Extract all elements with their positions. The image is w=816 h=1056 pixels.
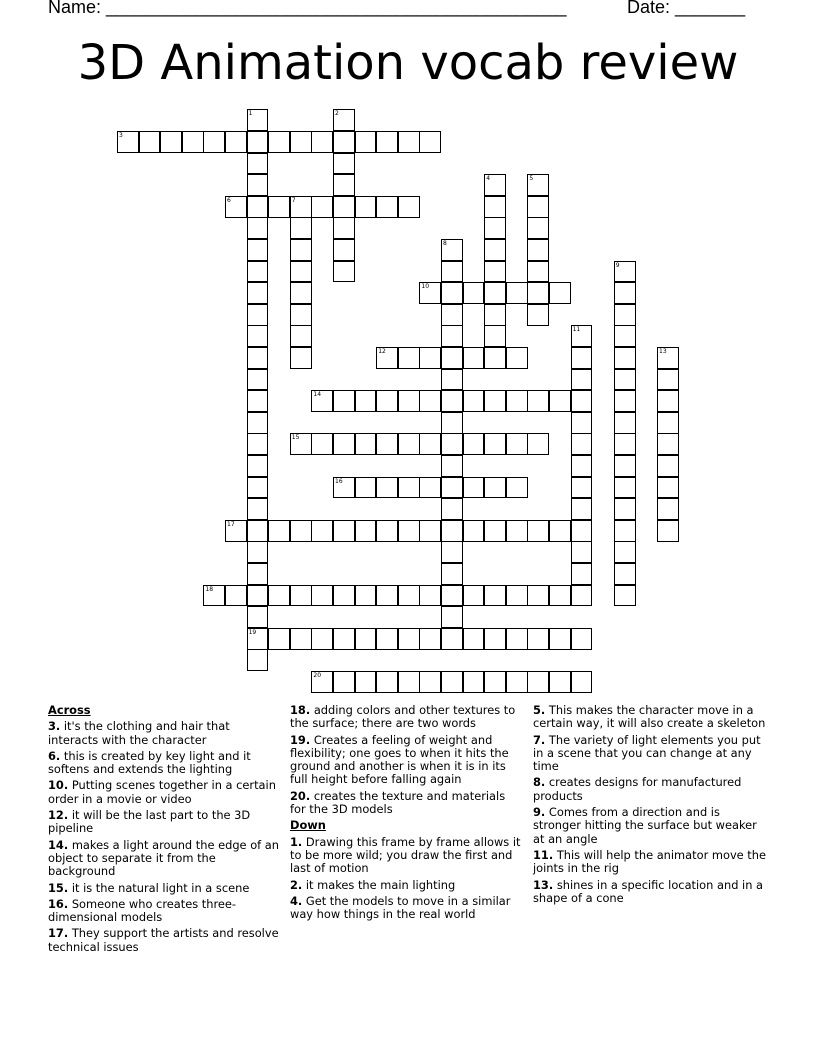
clue-across-6: 6. this is created by key light and it softens and extends the lighting	[48, 748, 251, 777]
grid-cell[interactable]	[506, 390, 528, 412]
clues-column-3	[533, 701, 769, 905]
clue-down-13: 13. shines in a specific location and in a shape of a cone	[533, 877, 764, 905]
grid-cell[interactable]	[247, 455, 269, 477]
grid-cell[interactable]	[657, 347, 679, 369]
grid-cell[interactable]	[247, 239, 269, 261]
down-heading: Down	[290, 818, 326, 833]
grid-cell[interactable]	[311, 628, 333, 650]
grid-cell[interactable]	[247, 325, 269, 347]
clue-number: 13	[659, 348, 667, 355]
clue-down-1: 1. Drawing this frame by frame allows it to be more wild; you draw the first and last of motion	[290, 834, 521, 876]
date-field-label: Date: _______	[627, 0, 746, 17]
grid-cell[interactable]	[527, 174, 549, 196]
grid-cell[interactable]	[657, 477, 679, 499]
grid-cell[interactable]	[247, 541, 269, 563]
grid-cell[interactable]	[657, 433, 679, 455]
grid-cell[interactable]	[247, 520, 269, 542]
grid-cell[interactable]	[571, 390, 593, 412]
clue-number: 8	[443, 240, 447, 247]
grid-cell[interactable]	[311, 390, 333, 412]
clue-across-15: 15. it is the natural light in a scene	[48, 880, 250, 895]
grid-cell[interactable]	[441, 347, 463, 369]
clue-down-9: 9. Comes from a direction and is stronger hitting the surface but weaker at an angle	[533, 805, 757, 846]
clue-down-7: 7. The variety of light elements you put in a scene that you can change at any time	[533, 732, 761, 774]
grid-cell[interactable]	[484, 282, 506, 304]
grid-cell[interactable]	[398, 196, 420, 218]
grid-cell[interactable]	[614, 325, 636, 347]
grid-cell[interactable]	[355, 628, 377, 650]
grid-cell[interactable]	[247, 649, 269, 671]
grid-cell[interactable]	[506, 628, 528, 650]
grid-cell[interactable]	[441, 520, 463, 542]
clues-column-1	[48, 701, 280, 954]
grid-cell[interactable]	[527, 671, 549, 693]
grid-cell[interactable]	[139, 131, 161, 153]
grid-cell[interactable]	[614, 282, 636, 304]
grid-cell[interactable]	[247, 412, 269, 434]
grid-cell[interactable]	[268, 520, 290, 542]
grid-cell[interactable]	[441, 585, 463, 607]
grid-cell[interactable]	[398, 671, 420, 693]
grid-cell[interactable]	[117, 131, 139, 153]
grid-cell[interactable]	[549, 282, 571, 304]
grid-cell[interactable]	[614, 498, 636, 520]
grid-cell[interactable]	[614, 563, 636, 585]
grid-cell[interactable]	[614, 261, 636, 283]
grid-cell[interactable]	[527, 585, 549, 607]
grid-cell[interactable]	[290, 585, 312, 607]
grid-cell[interactable]	[614, 412, 636, 434]
grid-cell[interactable]	[614, 455, 636, 477]
grid-cell[interactable]	[311, 585, 333, 607]
grid-cell[interactable]	[398, 390, 420, 412]
clue-number: 18	[205, 585, 214, 593]
clue-across-10: 10. Putting scenes together in a certain order in a movie or video	[48, 778, 276, 806]
grid-cell[interactable]	[549, 671, 571, 693]
grid-cell[interactable]	[527, 390, 549, 412]
grid-cell[interactable]	[484, 261, 506, 283]
clue-across-14: 14. makes a light around the edge of an object to separate it from the background	[48, 837, 279, 879]
grid-cell[interactable]	[571, 563, 593, 585]
grid-cell[interactable]	[398, 433, 420, 455]
grid-cell[interactable]	[333, 261, 355, 283]
grid-cell[interactable]	[484, 433, 506, 455]
clue-down-5: 5. This makes the character move in a certain way, it will also create a skeleton	[533, 703, 766, 731]
grid-cell[interactable]	[506, 671, 528, 693]
grid-cell[interactable]	[247, 153, 269, 175]
grid-cell[interactable]	[247, 563, 269, 585]
grid-cell[interactable]	[657, 520, 679, 542]
grid-cell[interactable]	[182, 131, 204, 153]
grid-cell[interactable]	[571, 325, 593, 347]
grid-cell[interactable]	[355, 196, 377, 218]
grid-cell[interactable]	[614, 585, 636, 607]
grid-cell[interactable]	[506, 347, 528, 369]
grid-cell[interactable]	[376, 390, 398, 412]
grid-cell[interactable]	[290, 239, 312, 261]
grid-cell[interactable]	[311, 671, 333, 693]
grid-cell[interactable]	[290, 217, 312, 239]
grid-cell[interactable]	[290, 196, 312, 218]
grid-cell[interactable]	[441, 563, 463, 585]
grid-cell[interactable]	[441, 282, 463, 304]
grid-cell[interactable]	[333, 433, 355, 455]
grid-cell[interactable]	[506, 520, 528, 542]
grid-cell[interactable]	[571, 498, 593, 520]
grid-cell[interactable]	[463, 390, 485, 412]
grid-cell[interactable]	[333, 217, 355, 239]
grid-cell[interactable]	[376, 520, 398, 542]
grid-cell[interactable]	[527, 520, 549, 542]
grid-cell[interactable]	[247, 390, 269, 412]
grid-cell[interactable]	[571, 541, 593, 563]
grid-cell[interactable]	[355, 520, 377, 542]
grid-cell[interactable]	[484, 628, 506, 650]
grid-cell[interactable]	[419, 477, 441, 499]
clue-number: 14	[313, 391, 322, 399]
grid-cell[interactable]	[657, 369, 679, 391]
grid-cell[interactable]	[571, 347, 593, 369]
clue-down-4: 4. Get the models to move in a similar way how things in the real world	[290, 893, 511, 922]
clue-across-20: 20. creates the texture and materials for the 3D models	[290, 788, 506, 817]
grid-cell[interactable]	[463, 628, 485, 650]
grid-cell[interactable]	[614, 304, 636, 326]
grid-cell[interactable]	[419, 390, 441, 412]
grid-cell[interactable]	[571, 585, 593, 607]
clue-number: 20	[313, 672, 322, 679]
grid-cell[interactable]	[419, 520, 441, 542]
grid-cell[interactable]	[247, 261, 269, 283]
grid-cell[interactable]	[657, 390, 679, 412]
grid-cell[interactable]	[484, 585, 506, 607]
grid-cell[interactable]	[527, 282, 549, 304]
grid-cell[interactable]	[657, 498, 679, 520]
grid-cell[interactable]	[527, 261, 549, 283]
grid-cell[interactable]	[527, 433, 549, 455]
grid-cell[interactable]	[290, 282, 312, 304]
grid-cell[interactable]	[463, 585, 485, 607]
clue-across-18: 18. adding colors and other textures to the surface; there are two words	[290, 703, 516, 731]
grid-cell[interactable]	[614, 390, 636, 412]
clue-number: 9	[615, 261, 620, 269]
clue-number: 16	[335, 477, 343, 485]
clue-down-8: 8. creates designs for manufactured products	[533, 775, 742, 803]
grid-cell[interactable]	[419, 585, 441, 607]
grid-cell[interactable]	[311, 433, 333, 455]
grid-cell[interactable]	[441, 369, 463, 391]
clue-number: 4	[486, 175, 491, 183]
clue-across-16: 16. Someone who creates three-dimensional models	[48, 896, 237, 925]
grid-cell[interactable]	[247, 606, 269, 628]
clue-number: 3	[119, 132, 123, 139]
grid-cell[interactable]	[355, 433, 377, 455]
grid-cell[interactable]	[506, 433, 528, 455]
grid-cell[interactable]	[376, 196, 398, 218]
grid-cell[interactable]	[614, 477, 636, 499]
grid-cell[interactable]	[484, 217, 506, 239]
grid-cell[interactable]	[441, 477, 463, 499]
grid-cell[interactable]	[484, 325, 506, 347]
grid-cell[interactable]	[571, 369, 593, 391]
grid-cell[interactable]	[571, 477, 593, 499]
grid-cell[interactable]	[441, 628, 463, 650]
grid-cell[interactable]	[311, 520, 333, 542]
clue-number: 2	[335, 110, 339, 118]
grid-cell[interactable]	[484, 347, 506, 369]
grid-cell[interactable]	[398, 585, 420, 607]
clue-number: 1	[248, 110, 253, 118]
grid-cell[interactable]	[376, 671, 398, 693]
grid-cell[interactable]	[419, 628, 441, 650]
grid-cell[interactable]	[355, 131, 377, 153]
grid-cell[interactable]	[355, 390, 377, 412]
grid-cell[interactable]	[247, 498, 269, 520]
grid-cell[interactable]	[290, 433, 312, 455]
grid-cell[interactable]	[398, 520, 420, 542]
grid-cell[interactable]	[290, 304, 312, 326]
grid-cell[interactable]	[333, 671, 355, 693]
grid-cell[interactable]	[527, 628, 549, 650]
grid-cell[interactable]	[441, 606, 463, 628]
grid-cell[interactable]	[333, 196, 355, 218]
grid-cell[interactable]	[376, 585, 398, 607]
grid-cell[interactable]	[398, 628, 420, 650]
grid-cell[interactable]	[571, 433, 593, 455]
grid-cell[interactable]	[463, 477, 485, 499]
grid-cell[interactable]	[247, 347, 269, 369]
grid-cell[interactable]	[484, 174, 506, 196]
grid-cell[interactable]	[484, 390, 506, 412]
grid-cell[interactable]	[333, 239, 355, 261]
grid-cell[interactable]	[549, 585, 571, 607]
grid-cell[interactable]	[333, 628, 355, 650]
clue-across-17: 17. They support the artists and resolve technical issues	[48, 926, 279, 954]
grid-cell[interactable]	[203, 585, 225, 607]
grid-cell[interactable]	[311, 196, 333, 218]
grid-cell[interactable]	[441, 325, 463, 347]
grid-cell[interactable]	[527, 239, 549, 261]
grid-cell[interactable]	[247, 304, 269, 326]
grid-cell[interactable]	[247, 369, 269, 391]
grid-cell[interactable]	[290, 261, 312, 283]
grid-cell[interactable]	[441, 455, 463, 477]
grid-cell[interactable]	[268, 628, 290, 650]
grid-cell[interactable]	[398, 131, 420, 153]
grid-cell[interactable]	[527, 304, 549, 326]
grid-cell[interactable]	[398, 477, 420, 499]
grid-cell[interactable]	[419, 433, 441, 455]
grid-cell[interactable]	[484, 477, 506, 499]
grid-cell[interactable]	[333, 477, 355, 499]
grid-cell[interactable]	[484, 520, 506, 542]
clue-number: 10	[421, 283, 430, 291]
grid-cell[interactable]	[247, 109, 269, 131]
clue-across-12: 12. it will be the last part to the 3D pipeline	[48, 808, 251, 836]
clue-across-19: 19. Creates a feeling of weight and flexibility; one goes to when it hits the ground and another is when it is in its full height before falling again	[290, 732, 509, 787]
grid-cell[interactable]	[441, 239, 463, 261]
grid-cell[interactable]	[419, 347, 441, 369]
grid-cell[interactable]	[441, 671, 463, 693]
clue-number: 6	[227, 196, 231, 204]
grid-cell[interactable]	[484, 304, 506, 326]
grid-cell[interactable]	[247, 131, 269, 153]
grid-cell[interactable]	[549, 628, 571, 650]
grid-cell[interactable]	[441, 304, 463, 326]
grid-cell[interactable]	[268, 585, 290, 607]
grid-cell[interactable]	[376, 131, 398, 153]
grid-cell[interactable]	[571, 455, 593, 477]
grid-cell[interactable]	[657, 455, 679, 477]
grid-cell[interactable]	[290, 628, 312, 650]
grid-cell[interactable]	[441, 412, 463, 434]
grid-cell[interactable]	[247, 628, 269, 650]
clue-number: 7	[291, 196, 296, 204]
grid-cell[interactable]	[527, 196, 549, 218]
clues-column-2	[290, 701, 522, 921]
clue-number: 12	[378, 348, 386, 355]
grid-cell[interactable]	[333, 585, 355, 607]
grid-cell[interactable]	[657, 412, 679, 434]
grid-cell[interactable]	[290, 325, 312, 347]
grid-cell[interactable]	[571, 520, 593, 542]
clue-down-11: 11. This will help the animator move the joints in the rig	[533, 847, 767, 876]
grid-cell[interactable]	[484, 239, 506, 261]
grid-cell[interactable]	[247, 196, 269, 218]
grid-cell[interactable]	[614, 541, 636, 563]
grid-cell[interactable]	[376, 477, 398, 499]
grid-cell[interactable]	[506, 477, 528, 499]
grid-cell[interactable]	[268, 131, 290, 153]
clue-number: 5	[529, 175, 534, 183]
grid-cell[interactable]	[549, 390, 571, 412]
grid-cell[interactable]	[614, 433, 636, 455]
grid-cell[interactable]	[441, 390, 463, 412]
clue-number: 11	[572, 326, 581, 334]
grid-cell[interactable]	[571, 412, 593, 434]
clue-number: 19	[248, 628, 257, 636]
grid-cell[interactable]	[333, 109, 355, 131]
grid-cell[interactable]	[247, 433, 269, 455]
name-field-label: Name: ______________________________________________	[48, 0, 567, 17]
grid-cell[interactable]	[506, 282, 528, 304]
grid-cell[interactable]	[355, 671, 377, 693]
grid-cell[interactable]	[225, 131, 247, 153]
grid-cell[interactable]	[419, 131, 441, 153]
grid-cell[interactable]	[160, 131, 182, 153]
grid-cell[interactable]	[247, 282, 269, 304]
clue-number: 15	[291, 434, 300, 442]
grid-cell[interactable]	[419, 282, 441, 304]
grid-cell[interactable]	[441, 261, 463, 283]
grid-cell[interactable]	[527, 217, 549, 239]
grid-cell[interactable]	[311, 131, 333, 153]
grid-cell[interactable]	[614, 520, 636, 542]
grid-cell[interactable]	[398, 347, 420, 369]
grid-cell[interactable]	[247, 217, 269, 239]
grid-cell[interactable]	[376, 628, 398, 650]
grid-cell[interactable]	[463, 282, 485, 304]
grid-cell[interactable]	[484, 671, 506, 693]
grid-cell[interactable]	[290, 520, 312, 542]
clue-number: 17	[227, 520, 235, 528]
grid-cell[interactable]	[441, 541, 463, 563]
grid-cell[interactable]	[247, 585, 269, 607]
page-title: 3D Animation vocab review	[77, 35, 739, 91]
grid-cell[interactable]	[549, 520, 571, 542]
grid-cell[interactable]	[333, 131, 355, 153]
grid-cell[interactable]	[225, 520, 247, 542]
grid-cell[interactable]	[203, 131, 225, 153]
grid-cell[interactable]	[571, 628, 593, 650]
grid-cell[interactable]	[290, 131, 312, 153]
grid-cell[interactable]	[333, 520, 355, 542]
grid-cell[interactable]	[441, 498, 463, 520]
grid-cell[interactable]	[290, 347, 312, 369]
grid-cell[interactable]	[571, 671, 593, 693]
grid-cell[interactable]	[506, 585, 528, 607]
grid-cell[interactable]	[355, 585, 377, 607]
grid-cell[interactable]	[355, 477, 377, 499]
grid-cell[interactable]	[463, 347, 485, 369]
grid-cell[interactable]	[225, 196, 247, 218]
grid-cell[interactable]	[484, 196, 506, 218]
grid-cell[interactable]	[376, 347, 398, 369]
across-heading: Across	[48, 703, 91, 717]
clue-down-2: 2. it makes the main lighting	[290, 877, 456, 892]
clue-across-3: 3. it's the clothing and hair that interacts with the character	[48, 719, 230, 747]
grid-cell[interactable]	[247, 477, 269, 499]
grid-cell[interactable]	[463, 671, 485, 693]
grid-cell[interactable]	[614, 369, 636, 391]
grid-cell[interactable]	[419, 671, 441, 693]
grid-cell[interactable]	[247, 174, 269, 196]
grid-cell[interactable]	[463, 433, 485, 455]
grid-cell[interactable]	[333, 153, 355, 175]
grid-cell[interactable]	[614, 347, 636, 369]
grid-cell[interactable]	[333, 390, 355, 412]
grid-cell[interactable]	[225, 585, 247, 607]
grid-cell[interactable]	[441, 433, 463, 455]
grid-cell[interactable]	[463, 520, 485, 542]
grid-cell[interactable]	[333, 174, 355, 196]
grid-cell[interactable]	[268, 196, 290, 218]
grid-cell[interactable]	[376, 433, 398, 455]
